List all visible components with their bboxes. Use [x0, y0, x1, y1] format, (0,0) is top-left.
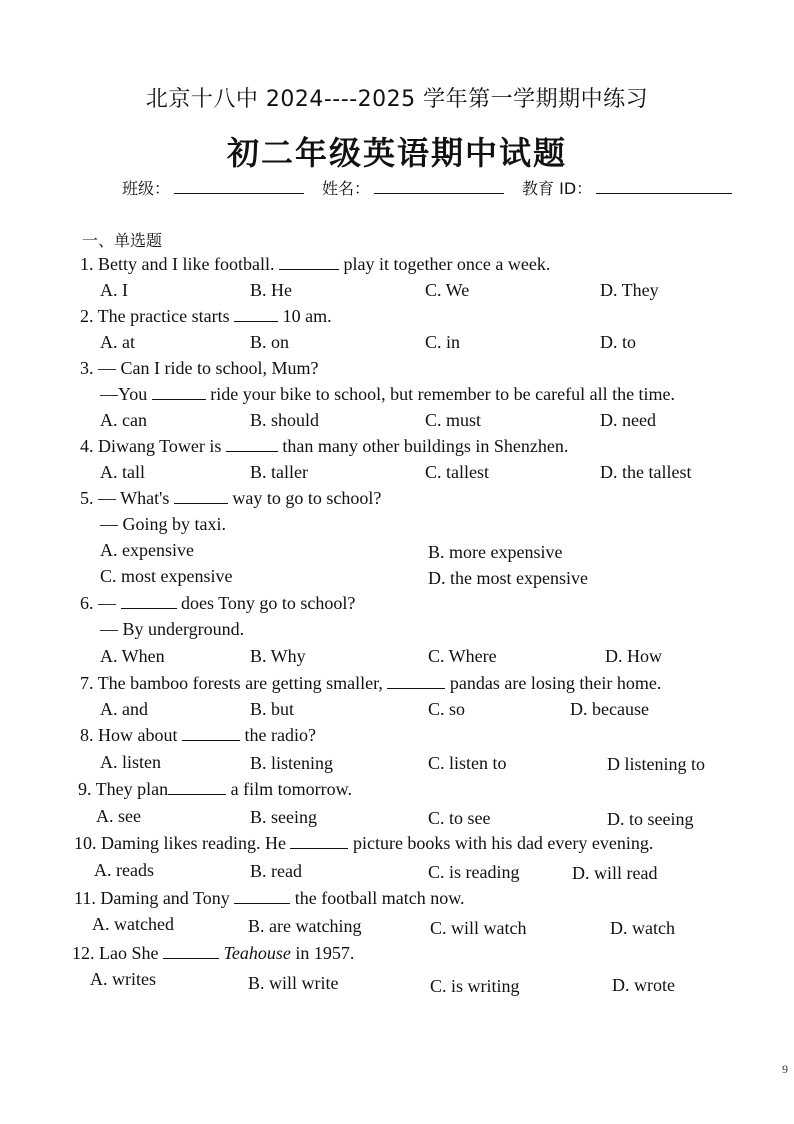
section-title: 一、单选题 — [82, 231, 163, 250]
question-stem — [100, 384, 675, 405]
stem-text: 6. — — [80, 593, 116, 613]
question-stem-line2: — By underground. — [100, 619, 245, 639]
answer-blank — [163, 943, 219, 959]
option-a[interactable]: A. listen — [100, 752, 161, 772]
option-a[interactable]: A. tall — [100, 462, 145, 482]
answer-blank — [121, 593, 177, 609]
option-b[interactable]: B. He — [250, 280, 292, 300]
option-d[interactable]: D. to seeing — [607, 809, 694, 829]
option-a[interactable]: A. expensive — [100, 540, 194, 560]
option-b[interactable]: B. are watching — [248, 916, 362, 936]
option-b[interactable]: B. on — [250, 332, 290, 352]
answer-blank — [226, 436, 278, 452]
answer-blank — [279, 254, 339, 270]
option-a[interactable]: A. and — [100, 699, 148, 719]
class-blank[interactable] — [174, 179, 304, 194]
option-a[interactable]: A. writes — [90, 969, 156, 989]
option-d[interactable]: D. to — [600, 332, 636, 352]
stem-text: 7. The bamboo forests are getting smaller, — [80, 673, 383, 693]
stem-text: 1. Betty and I like football. — [80, 254, 275, 274]
option-a[interactable]: A. can — [100, 410, 147, 430]
stem-text: —You — [100, 384, 148, 404]
stem-text: picture books with his dad every evening. — [352, 833, 654, 853]
stem-text: the radio? — [244, 725, 316, 745]
question-stem — [80, 593, 355, 614]
option-c[interactable]: C. in — [425, 332, 461, 352]
answer-blank — [387, 673, 445, 689]
option-b[interactable]: B. but — [250, 699, 295, 719]
option-a[interactable]: A. watched — [92, 914, 174, 934]
option-d[interactable]: D. the tallest — [600, 462, 692, 482]
option-c[interactable]: C. will watch — [430, 918, 527, 938]
question-stem-line1: 3. — Can I ride to school, Mum? — [80, 358, 319, 378]
id-blank[interactable] — [596, 179, 732, 194]
question-stem — [72, 943, 354, 964]
stem-text: play it together once a week. — [343, 254, 551, 274]
stem-text: in 1957. — [295, 943, 355, 963]
option-c[interactable]: C. tallest — [425, 462, 489, 482]
corner-mark: 9 — [782, 1062, 788, 1076]
question-stem — [80, 673, 661, 694]
option-b[interactable]: B. listening — [250, 753, 334, 773]
option-c[interactable]: C. is reading — [428, 862, 520, 882]
stem-text: a film tomorrow. — [230, 779, 352, 799]
option-d[interactable]: D. watch — [610, 918, 675, 938]
answer-blank — [152, 384, 206, 400]
question-stem — [80, 725, 316, 746]
stem-text: 9. They plan — [78, 779, 169, 799]
question-stem-line2: — Going by taxi. — [100, 514, 226, 534]
school-line: 北京十八中 2024----2025 学年第一学期期中练习 — [145, 87, 649, 112]
question-stem — [80, 254, 550, 275]
stem-text: way to go to school? — [232, 488, 382, 508]
stem-text: 2. The practice starts — [80, 306, 230, 326]
option-d[interactable]: D. because — [570, 699, 649, 719]
option-c[interactable]: C. most expensive — [100, 566, 233, 586]
stem-text: pandas are losing their home. — [449, 673, 662, 693]
option-a[interactable]: A. reads — [94, 860, 154, 880]
answer-blank — [182, 725, 240, 741]
option-d[interactable]: D. the most expensive — [428, 568, 588, 588]
class-label: 班级： — [122, 179, 171, 198]
option-b[interactable]: B. more expensive — [428, 542, 563, 562]
option-b[interactable]: B. should — [250, 410, 320, 430]
option-c[interactable]: C. We — [425, 280, 470, 300]
stem-italic-title: Teahouse — [223, 943, 291, 963]
stem-text: 12. Lao She — [72, 943, 159, 963]
name-blank[interactable] — [374, 179, 504, 194]
option-d[interactable]: D. They — [600, 280, 659, 300]
option-b[interactable]: B. Why — [250, 646, 306, 666]
option-c[interactable]: C. is writing — [430, 976, 520, 996]
stem-text: 10 am. — [282, 306, 332, 326]
answer-blank — [290, 833, 348, 849]
option-d[interactable]: D. How — [605, 646, 662, 666]
stem-text: does Tony go to school? — [181, 593, 356, 613]
option-b[interactable]: B. will write — [248, 973, 339, 993]
option-a[interactable]: A. I — [100, 280, 128, 300]
option-c[interactable]: C. listen to — [428, 753, 507, 773]
name-label: 姓名： — [322, 179, 371, 198]
question-stem — [74, 833, 653, 854]
option-c[interactable]: C. to see — [428, 808, 491, 828]
stem-text: 11. Daming and Tony — [74, 888, 230, 908]
answer-blank — [234, 888, 290, 904]
id-label: 教育 ID： — [522, 179, 593, 198]
option-a[interactable]: A. at — [100, 332, 135, 352]
option-d[interactable]: D. need — [600, 410, 656, 430]
question-stem — [80, 436, 568, 457]
stem-text: 10. Daming likes reading. He — [74, 833, 286, 853]
exam-title: 初二年级英语期中试题 — [226, 134, 567, 172]
option-d[interactable]: D. wrote — [612, 975, 675, 995]
option-c[interactable]: C. Where — [428, 646, 497, 666]
student-info-row — [122, 176, 762, 199]
question-stem — [78, 779, 352, 800]
stem-text: the football match now. — [294, 888, 465, 908]
stem-text: 4. Diwang Tower is — [80, 436, 222, 456]
answer-blank — [174, 488, 228, 504]
option-d[interactable]: D listening to — [607, 754, 705, 774]
option-b[interactable]: B. taller — [250, 462, 308, 482]
stem-text: 5. — What's — [80, 488, 170, 508]
option-c[interactable]: C. must — [425, 410, 482, 430]
question-stem — [80, 488, 381, 509]
option-a[interactable]: A. see — [96, 806, 141, 826]
stem-text: than many other buildings in Shenzhen. — [282, 436, 569, 456]
question-stem — [80, 306, 332, 327]
stem-text: 8. How about — [80, 725, 178, 745]
option-b[interactable]: B. seeing — [250, 807, 317, 827]
option-c[interactable]: C. so — [428, 699, 466, 719]
answer-blank — [168, 779, 226, 795]
option-a[interactable]: A. When — [100, 646, 165, 666]
question-stem — [74, 888, 465, 909]
answer-blank — [234, 306, 278, 322]
option-d[interactable]: D. will read — [572, 863, 658, 883]
stem-text: ride your bike to school, but remember to be careful all the time. — [210, 384, 676, 404]
option-b[interactable]: B. read — [250, 861, 302, 881]
